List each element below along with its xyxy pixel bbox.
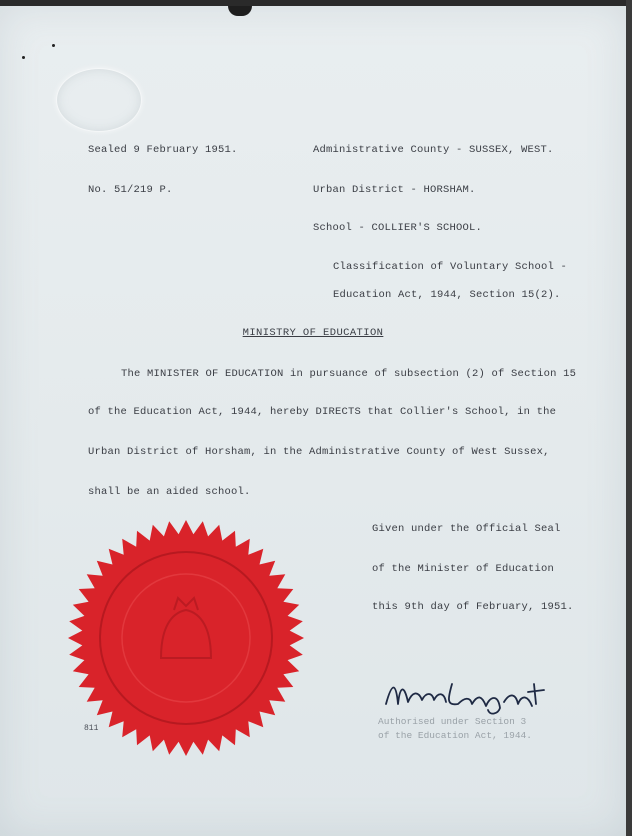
ink-speck (52, 44, 55, 47)
classification-line-1: Classification of Voluntary School - (333, 261, 568, 273)
ink-speck (22, 56, 25, 59)
body-line-3: Urban District of Horsham, in the Administrative County of West Sussex, (88, 446, 550, 458)
handwritten-signature (382, 674, 552, 718)
given-line-3: this 9th day of February, 1951. (372, 601, 574, 613)
red-wax-seal (66, 518, 306, 758)
reference-number: No. 51/219 P. (88, 184, 173, 196)
body-line-2: of the Education Act, 1944, hereby DIRECTS that Collier's School, in the (88, 406, 557, 418)
authorised-line-2: of the Education Act, 1944. (378, 730, 532, 741)
ministry-heading: MINISTRY OF EDUCATION (242, 327, 384, 339)
district-line: Urban District - HORSHAM. (313, 184, 476, 196)
margin-mark: 811 (84, 724, 99, 733)
given-line-2: of the Minister of Education (372, 563, 555, 575)
school-line: School - COLLIER'S SCHOOL. (313, 222, 483, 234)
classification-line-2: Education Act, 1944, Section 15(2). (333, 289, 561, 301)
given-line-1: Given under the Official Seal (372, 523, 561, 535)
body-line-1: The MINISTER OF EDUCATION in pursuance of subsection (2) of Section 15 (121, 368, 577, 380)
county-line: Administrative County - SUSSEX, WEST. (313, 144, 554, 156)
seal-starburst (68, 520, 304, 756)
paper-tear (228, 6, 252, 16)
authorised-line-1: Authorised under Section 3 (378, 716, 527, 727)
blind-emboss-stamp (56, 68, 142, 132)
body-line-4: shall be an aided school. (88, 486, 251, 498)
sealed-date: Sealed 9 February 1951. (88, 144, 238, 156)
scan-edge (626, 0, 632, 836)
